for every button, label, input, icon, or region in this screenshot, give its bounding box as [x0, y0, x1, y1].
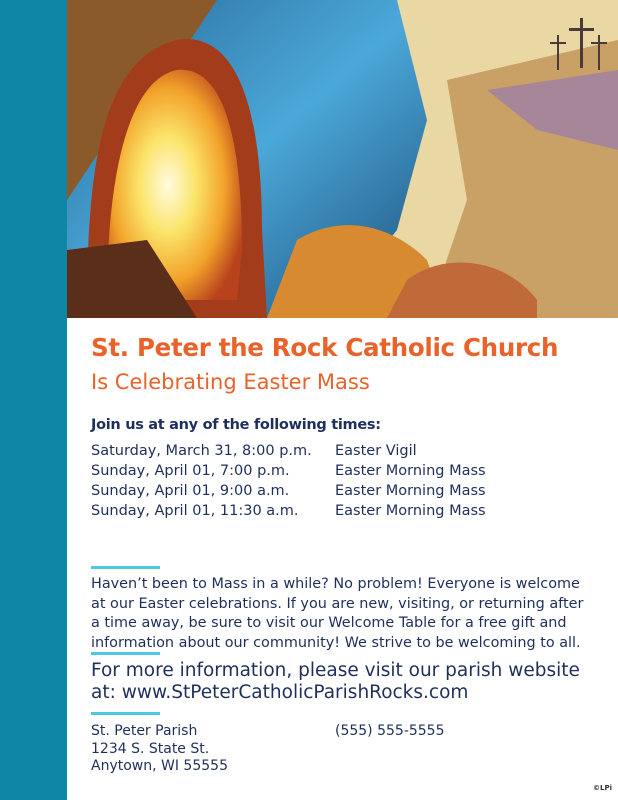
contact-name: St. Peter Parish [91, 723, 198, 739]
schedule-service: Easter Vigil [335, 443, 417, 459]
welcome-line: Haven’t been to Mass in a while? No problem! Everyone is welcome [91, 576, 580, 592]
schedule-service: Easter Morning Mass [335, 463, 486, 479]
schedule-service: Easter Morning Mass [335, 503, 486, 519]
welcome-line: at our Easter celebrations. If you are new, visiting, or returning after [91, 595, 584, 612]
divider [91, 652, 160, 655]
contact-city: Anytown, WI 55555 [91, 758, 228, 774]
church-name-heading: St. Peter the Rock Catholic Church [91, 333, 559, 362]
divider [91, 566, 160, 569]
schedule-time: Sunday, April 01, 9:00 a.m. [91, 483, 290, 499]
schedule-time: Sunday, April 01, 7:00 p.m. [91, 463, 290, 479]
schedule-time: Saturday, March 31, 8:00 p.m. [91, 443, 312, 459]
divider [91, 712, 160, 715]
easter-tomb-painting [67, 0, 618, 318]
event-subtitle: Is Celebrating Easter Mass [91, 370, 370, 394]
schedule-intro: Join us at any of the following times: [91, 417, 381, 433]
contact-phone: (555) 555-5555 [335, 723, 445, 739]
welcome-line: information about our community! We strive to be welcoming to all. [91, 634, 581, 651]
website-line: For more information, please visit our parish website [91, 660, 580, 681]
website-line: at: www.StPeterCatholicParishRocks.com [91, 682, 469, 703]
contact-street: 1234 S. State St. [91, 741, 210, 757]
sidebar-stripe [0, 0, 67, 800]
website-info [91, 660, 580, 704]
welcome-line: a time away, be sure to visit our Welcome Table for a free gift and [91, 615, 567, 631]
welcome-paragraph [91, 575, 583, 653]
schedule-service: Easter Morning Mass [335, 483, 486, 499]
schedule-time: Sunday, April 01, 11:30 a.m. [91, 503, 299, 519]
copyright-mark: ©LPi [593, 784, 612, 792]
